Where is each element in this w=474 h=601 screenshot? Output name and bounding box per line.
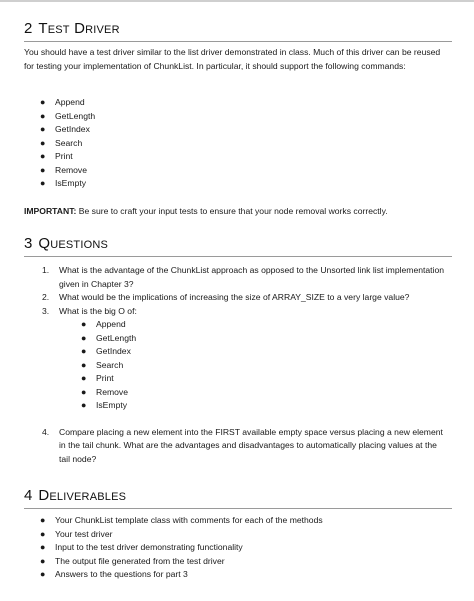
bullet-icon: ● (81, 373, 87, 383)
list-item: ● Append (38, 96, 95, 110)
bullet-icon: ● (81, 386, 87, 397)
deliverables-list (38, 514, 323, 582)
section-3-heading (24, 235, 452, 257)
bullet-icon: ● (40, 542, 46, 552)
bullet-icon: ● (40, 110, 46, 121)
bullet-icon: ● (40, 178, 46, 188)
section-number: 3 (24, 235, 33, 252)
bullet-icon: ● (81, 346, 87, 356)
list-item: ● GetIndex (79, 345, 448, 359)
top-border (0, 0, 474, 2)
question-list (42, 264, 448, 466)
list-item: ● Print (38, 150, 95, 164)
question-item: 2. What would be the implications of increasing the size of ARRAY_SIZE to a very large value? (42, 292, 410, 302)
big-o-list (79, 318, 448, 413)
section-title: Test Driver (38, 20, 120, 37)
list-item: ● IsEmpty (79, 399, 448, 413)
section-2-intro: You should have a test driver similar to the list driver demonstrated in class. Much of this driver can be reused for testing your implementation of ChunkList. In particular, it should support the following commands: (24, 47, 441, 71)
section-2-heading (24, 20, 452, 42)
bullet-icon: ● (40, 555, 46, 566)
bullet-icon: ● (81, 332, 87, 343)
bullet-icon: ● (81, 359, 87, 370)
question-item: 1. What is the advantage of the ChunkList approach as opposed to the Unsorted link list implementation given in Chapter 3? (42, 265, 445, 289)
section-4-heading (24, 487, 452, 509)
list-item: ● IsEmpty (38, 177, 95, 191)
bullet-icon: ● (40, 97, 46, 107)
list-item: ● GetIndex (38, 123, 95, 137)
list-item: ● Append (79, 318, 448, 332)
section-title: Questions (38, 235, 109, 252)
important-note (24, 205, 448, 219)
list-item: ● Search (79, 359, 448, 373)
important-text: Be sure to craft your input tests to ensure that your node removal works correctly. (76, 206, 388, 216)
bullet-icon: ● (40, 151, 46, 161)
list-item: ● Your ChunkList template class with comments for each of the methods (38, 514, 323, 528)
bullet-icon: ● (40, 515, 46, 525)
section-number: 4 (24, 487, 33, 504)
list-item: ● Remove (38, 164, 95, 178)
list-item: ● Search (38, 137, 95, 151)
bullet-icon: ● (40, 569, 46, 579)
question-item: 3. What is the big O of: ● Append ● GetLength ● GetIndex ● Search ● Print ● Remove ● IsEmpty (42, 305, 448, 413)
list-item: ● Your test driver (38, 528, 323, 542)
section-title: Deliverables (38, 487, 127, 504)
list-item: ● The output file generated from the test driver (38, 555, 323, 569)
list-item: ● Print (79, 372, 448, 386)
list-item: ● GetLength (38, 110, 95, 124)
important-label: IMPORTANT: (24, 206, 77, 216)
bullet-icon: ● (40, 528, 46, 539)
bullet-icon: ● (40, 164, 46, 175)
bullet-icon: ● (81, 319, 87, 329)
bullet-icon: ● (40, 124, 46, 134)
section-number: 2 (24, 20, 33, 37)
list-item: ● GetLength (79, 332, 448, 346)
question-item: 4. Compare placing a new element into the FIRST available empty space versus placing a new element in the tail chunk. What are the advantages and disadvantages to automatically placing values at the tail node? (42, 426, 443, 464)
list-item: ● Answers to the questions for part 3 (38, 568, 323, 582)
command-list (38, 96, 95, 191)
bullet-icon: ● (81, 400, 87, 410)
bullet-icon: ● (40, 137, 46, 148)
list-item: ● Input to the test driver demonstrating functionality (38, 541, 323, 555)
list-item: ● Remove (79, 386, 448, 400)
